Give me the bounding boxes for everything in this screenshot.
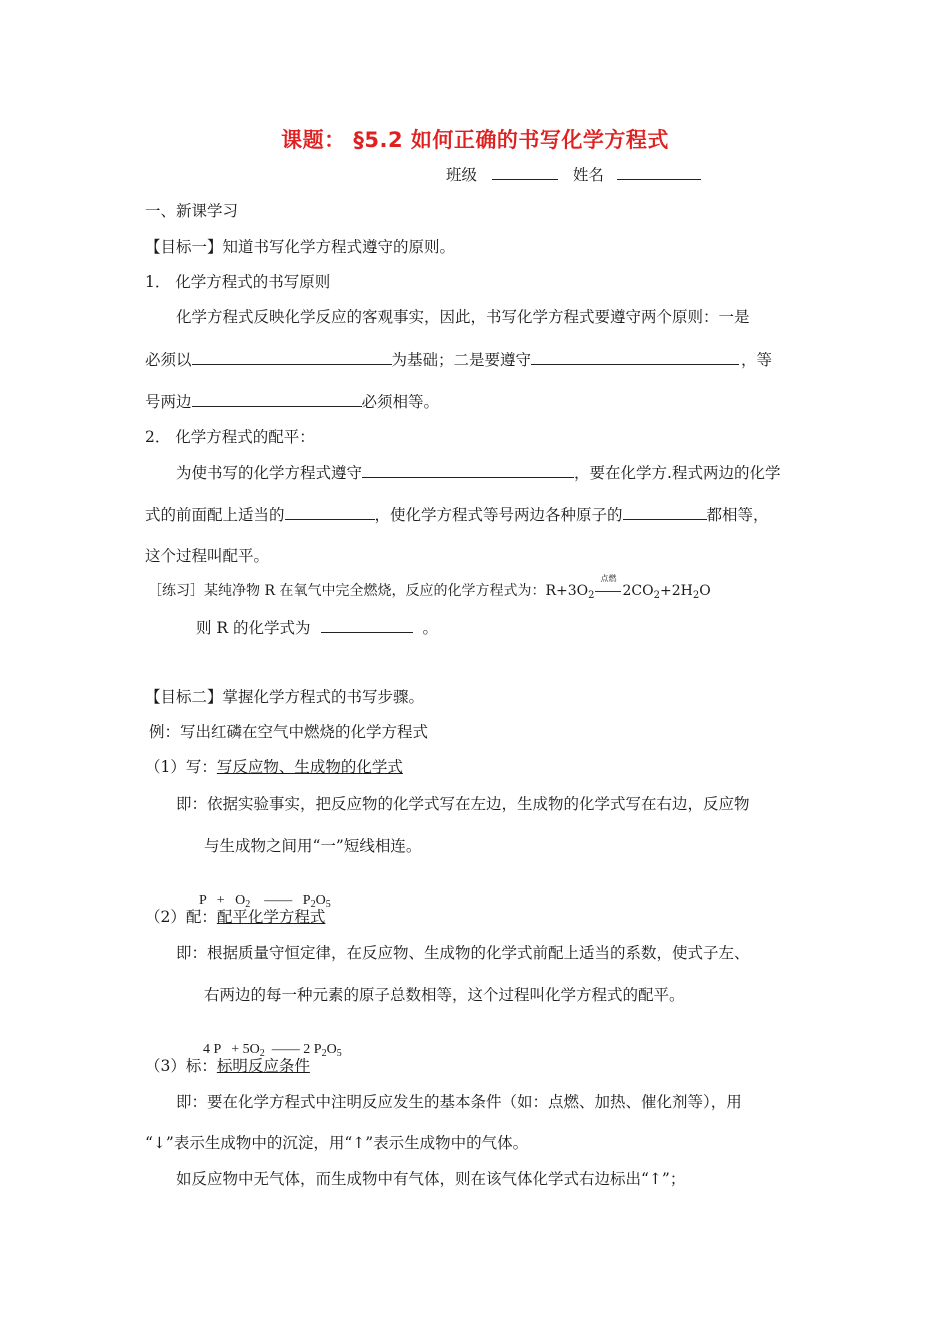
- fill-blank[interactable]: [362, 462, 574, 478]
- section-heading: 一、新课学习: [145, 202, 239, 220]
- class-blank[interactable]: [492, 164, 558, 180]
- equation-unbalanced: $P + O_2$ —— $P_2O_5$: [199, 893, 331, 910]
- practice-question: ［练习］某纯净物 R 在氧气中完全燃烧，反应的化学方程式为：$R+3O_2$ 点燃 $2CO_2+2H_2O$: [148, 574, 711, 601]
- fill-blank[interactable]: [623, 504, 707, 520]
- goal-two: 【目标二】掌握化学方程式的书写步骤。: [145, 688, 425, 706]
- fill-blank[interactable]: [531, 349, 739, 365]
- goal-one: 【目标一】知道书写化学方程式遵守的原则。: [145, 238, 456, 256]
- principle-line-2: 必须以 为基础；二是要遵守 ，等: [145, 351, 773, 369]
- step-one-heading: （1）写：写反应物、生成物的化学式: [145, 758, 403, 776]
- item-two-heading: 2． 化学方程式的配平：: [145, 428, 315, 446]
- step-two-line-2: 右两边的每一种元素的原子总数相等，这个过程叫化学方程式的配平。: [204, 986, 685, 1004]
- step-three-line-3: 如反应物中无气体，而生成物中有气体，则在该气体化学式右边标出“↑”；: [176, 1170, 686, 1188]
- practice-answer-line: 则 R 的化学式为 。: [196, 619, 439, 637]
- balance-line-2: 式的前面配上适当的 ，使化学方程式等号两边各种原子的 都相等，: [145, 506, 769, 524]
- fill-blank[interactable]: [285, 504, 375, 520]
- step-three-line-2: “↓”表示生成物中的沉淀，用“↑”表示生成物中的气体。: [145, 1134, 529, 1152]
- step-one-line-2: 与生成物之间用“一”短线相连。: [204, 837, 422, 855]
- step-two-heading: （2）配：配平化学方程式: [145, 908, 326, 926]
- name-label: 姓名: [572, 166, 604, 184]
- step-two-line-1: 即：根据质量守恒定律，在反应物、生成物的化学式前配上适当的系数，使式子左、: [176, 944, 750, 962]
- principle-line-1: 化学方程式反映化学反应的客观事实，因此，书写化学方程式要遵守两个原则：一是: [176, 308, 750, 326]
- equation-balanced: 4 $P + 5O_2$ —— 2 $P_2O_5$: [203, 1042, 342, 1059]
- name-blank[interactable]: [617, 164, 701, 180]
- step-three-line-1: 即：要在化学方程式中注明反应发生的基本条件（如：点燃、加热、催化剂等），用: [176, 1093, 742, 1111]
- reaction-condition: 点燃: [594, 581, 622, 601]
- balance-line-1: 为使书写的化学方程式遵守 ，要在化学方.程式两边的化学: [176, 464, 781, 482]
- item-one-heading: 1． 化学方程式的书写原则: [145, 273, 331, 291]
- fill-blank[interactable]: [192, 391, 362, 407]
- class-name-line: [446, 164, 701, 185]
- answer-blank[interactable]: [321, 617, 413, 633]
- fill-blank[interactable]: [192, 349, 392, 365]
- principle-line-3: 号两边 必须相等。: [145, 393, 440, 411]
- example-prompt: 例：写出红磷在空气中燃烧的化学方程式: [149, 723, 429, 741]
- balance-line-3: 这个过程叫配平。: [145, 547, 270, 565]
- step-one-line-1: 即：依据实验事实，把反应物的化学式写在左边，生成物的化学式写在右边，反应物: [176, 795, 750, 813]
- page-title: 课题： §5.2 如何正确的书写化学方程式: [281, 128, 669, 152]
- step-three-heading: （3）标：标明反应条件: [145, 1057, 310, 1075]
- class-label: 班级: [446, 166, 478, 184]
